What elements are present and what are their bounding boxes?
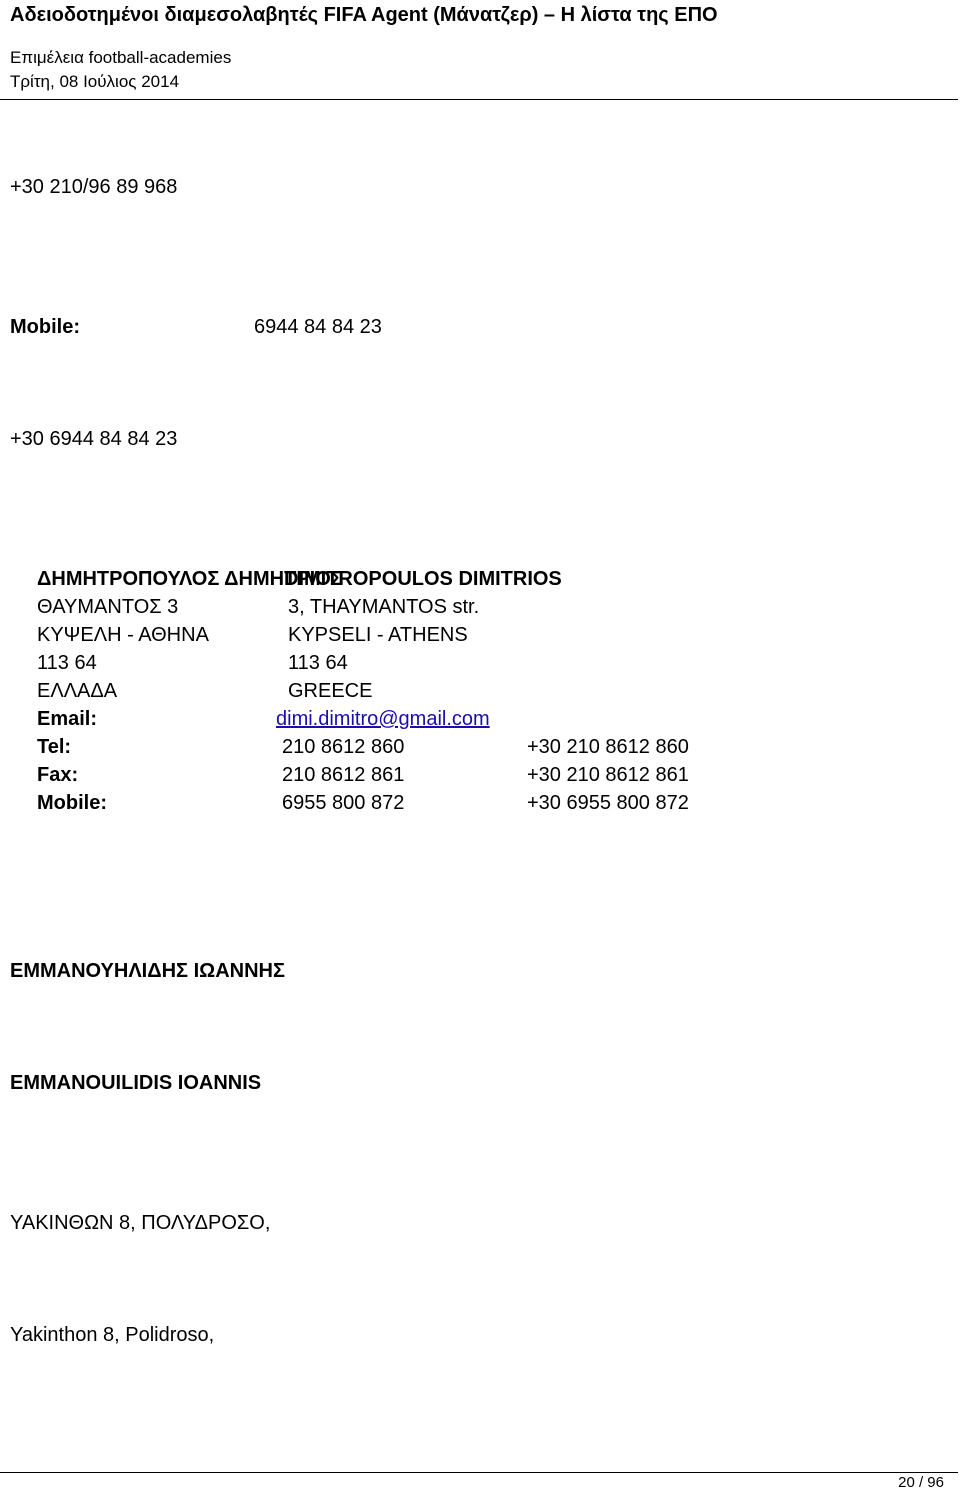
address-greek-line: ΘΑΥΜΑΝΤΟΣ 3 — [37, 596, 179, 618]
date-line: Τρίτη, 08 Ιούλιος 2014 — [10, 72, 180, 91]
author-line: Επιμέλεια football-academies — [10, 48, 232, 67]
agent-mobile-label: Mobile: — [37, 792, 107, 814]
address-latin-line: KYPSELI - ATHENS — [288, 624, 468, 646]
footer-divider — [0, 1472, 958, 1473]
agent-name-greek: ΔΗΜΗΤΡΟΠΟΥΛΟΣ ΔΗΜΗΤΡΙΟΣ — [37, 568, 343, 590]
tel-label: Tel: — [37, 736, 72, 758]
address-greek-line: 113 64 — [37, 652, 97, 674]
mobile-label: Mobile: — [10, 316, 80, 338]
mobile-intl: +30 6944 84 84 23 — [10, 428, 178, 450]
email-label: Email: — [37, 708, 98, 730]
tel-local: 210 8612 860 — [282, 736, 405, 758]
tel-intl: +30 210 8612 860 — [527, 736, 689, 758]
address-latin-line: 113 64 — [288, 652, 348, 674]
address-latin-line: 3, THAYMANTOS str. — [288, 596, 480, 618]
email-link[interactable]: dimi.dimitro@gmail.com — [276, 708, 490, 730]
next-agent-address-latin: Yakinthon 8, Polidroso, — [10, 1324, 215, 1346]
address-greek-line: ΕΛΛΑΔΑ — [37, 680, 118, 702]
header-divider — [0, 99, 958, 100]
agent-mobile-intl: +30 6955 800 872 — [527, 792, 689, 814]
agent-mobile-local: 6955 800 872 — [282, 792, 405, 814]
fax-label: Fax: — [37, 764, 79, 786]
address-greek-line: ΚΥΨΕΛΗ - ΑΘΗΝΑ — [37, 624, 209, 646]
next-agent-name-latin: EMMANOUILIDIS IOANNIS — [10, 1072, 262, 1094]
next-agent-address-greek: ΥΑΚΙΝΘΩΝ 8, ΠΟΛΥΔΡΟΣΟ, — [10, 1212, 271, 1234]
page-number: 20 / 96 — [898, 1474, 944, 1491]
document-title: Αδειοδοτημένοι διαμεσολαβητές FIFA Agent (Μάνατζερ) – Η λίστα της ΕΠΟ — [10, 4, 718, 26]
fax-intl: +30 210 8612 861 — [527, 764, 689, 786]
fax-local: 210 8612 861 — [282, 764, 405, 786]
mobile-value: 6944 84 84 23 — [254, 316, 382, 338]
address-latin-line: GREECE — [288, 680, 373, 702]
next-agent-name-greek: ΕΜΜΑΝΟΥΗΛΙΔΗΣ ΙΩΑΝΝΗΣ — [10, 960, 285, 982]
phone-intl: +30 210/96 89 968 — [10, 176, 178, 198]
agent-name-latin: DIMITROPOULOS DIMITRIOS — [284, 568, 562, 590]
